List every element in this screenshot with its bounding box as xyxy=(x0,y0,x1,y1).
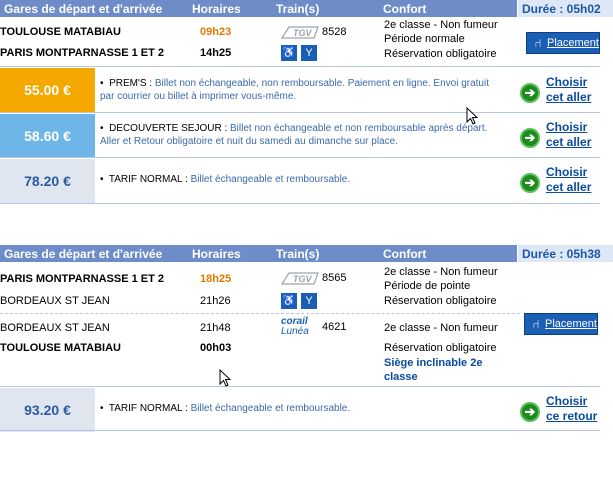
seat-icon: ⑁ xyxy=(534,36,542,50)
outbound-arrival-station: PARIS MONTPARNASSE 1 ET 2 xyxy=(0,47,165,59)
tgv-logo-icon xyxy=(281,26,319,39)
outbound-departure-time: 09h23 xyxy=(200,26,232,38)
header-trains: Train(s) xyxy=(276,247,320,261)
fare-description-decouverte: • DECOUVERTE SEJOUR : Billet non échangeable et non remboursable après départ. Aller et Retour obligatoire et nuit du samedi au dimanche sur place. xyxy=(100,123,488,147)
return-leg1-departure-station: PARIS MONTPARNASSE 1 ET 2 xyxy=(0,273,165,285)
fare-desc: Billet non échangeable, non remboursable. Paiement en ligne. Envoi gratuit par courrier ou billet à imprimer vous-même. xyxy=(100,78,489,102)
wheelchair-icon: ♿ xyxy=(282,295,296,307)
return-leg2-comfort-extra: Siège inclinable 2e classe xyxy=(384,357,483,383)
fare-name: PREM'S : xyxy=(109,78,153,89)
outbound-arrival-time: 14h25 xyxy=(200,47,232,59)
return-leg1-comfort-line-2: Période de pointe xyxy=(384,280,471,292)
choose-label: Choisir cet aller xyxy=(546,120,592,149)
return-leg2-arrival-time: 00h03 xyxy=(200,342,232,354)
return-leg1-arrival-time: 21h26 xyxy=(200,295,231,307)
mouse-cursor-icon xyxy=(466,107,478,125)
outbound-placement-button[interactable] xyxy=(526,32,600,54)
tgv-logo-icon xyxy=(281,272,319,285)
corail-lunea-logo-icon: corail Lunéa xyxy=(281,316,309,337)
svg-text:TGV: TGV xyxy=(293,274,312,284)
fare-desc: Billet échangeable et remboursable. xyxy=(190,403,351,414)
choose-label: Choisir cet aller xyxy=(546,75,592,104)
return-duration-cell xyxy=(518,245,613,262)
header-trains: Train(s) xyxy=(276,2,320,16)
header-stations: Gares de départ et d'arrivée xyxy=(4,2,163,16)
return-leg1-comfort-line-3: Réservation obligatoire xyxy=(384,295,497,307)
outbound-comfort-line-1: 2e classe - Non fumeur xyxy=(384,19,498,31)
return-placement-button[interactable] xyxy=(524,313,598,335)
fare-desc: Billet non échangeable et non remboursable après départ. Aller et Retour obligatoire et nuit du samedi au dimanche sur place. xyxy=(100,123,488,147)
fare-price-decouverte: 58.60 € xyxy=(0,114,95,158)
fare-name: DECOUVERTE SEJOUR : xyxy=(109,123,228,134)
divider xyxy=(0,386,600,387)
seat-icon: ⑁ xyxy=(532,317,540,331)
leg-divider xyxy=(0,313,520,314)
fare-price-normal: 78.20 € xyxy=(0,159,95,203)
choose-label: Choisir cet aller xyxy=(546,165,592,194)
outbound-header-bar xyxy=(0,0,517,17)
divider xyxy=(0,203,600,204)
divider xyxy=(0,157,600,158)
return-duration: Durée : 05h38 xyxy=(522,247,601,261)
header-times: Horaires xyxy=(192,247,241,261)
fare-price-return-normal: 93.20 € xyxy=(0,388,95,432)
return-leg2-departure-station: BORDEAUX ST JEAN xyxy=(0,322,110,334)
outbound-departure-station: TOULOUSE MATABIAU xyxy=(0,26,121,38)
svg-text:TGV: TGV xyxy=(293,28,312,38)
return-leg2-comfort-line-1: 2e classe - Non fumeur xyxy=(384,322,498,334)
wheelchair-icon: ♿ xyxy=(282,47,296,59)
green-arrow-icon: ➔ xyxy=(520,128,540,148)
fare-description-normal: • TARIF NORMAL : Billet échangeable et remboursable. xyxy=(100,174,351,185)
placement-label: Placement xyxy=(547,37,599,49)
fare-description-prems: • PREM'S : Billet non échangeable, non remboursable. Paiement en ligne. Envoi gratuit par courrier ou billet à imprimer vous-même. xyxy=(100,78,489,102)
return-leg2-arrival-station: TOULOUSE MATABIAU xyxy=(0,342,121,354)
divider xyxy=(0,112,600,113)
fare-description-return-normal: • TARIF NORMAL : Billet échangeable et remboursable. xyxy=(100,403,351,414)
bar-cocktail-icon: Y xyxy=(301,293,317,309)
return-leg2-train-number: 4621 xyxy=(322,321,347,333)
return-leg2-comfort-line-2: Réservation obligatoire xyxy=(384,342,497,354)
placement-label: Placement xyxy=(545,318,597,330)
header-comfort: Confort xyxy=(383,2,427,16)
green-arrow-icon: ➔ xyxy=(520,83,540,103)
green-arrow-icon: ➔ xyxy=(520,173,540,193)
return-header-bar xyxy=(0,245,517,262)
header-times: Horaires xyxy=(192,2,241,16)
header-comfort: Confort xyxy=(383,247,427,261)
return-leg1-departure-time: 18h25 xyxy=(200,273,232,285)
bar-cocktail-icon: Y xyxy=(301,45,317,61)
fare-desc: Billet échangeable et remboursable. xyxy=(190,174,351,185)
mouse-cursor-icon xyxy=(219,369,231,387)
fare-price-prems: 55.00 € xyxy=(0,68,95,112)
divider xyxy=(0,66,600,67)
outbound-comfort-line-3: Réservation obligatoire xyxy=(384,48,497,60)
fare-name: TARIF NORMAL : xyxy=(108,174,188,185)
outbound-duration: Durée : 05h02 xyxy=(522,2,601,16)
header-stations: Gares de départ et d'arrivée xyxy=(4,247,163,261)
outbound-comfort-line-2: Période normale xyxy=(384,33,465,45)
return-leg1-arrival-station: BORDEAUX ST JEAN xyxy=(0,295,110,307)
choose-label: Choisir ce retour xyxy=(546,394,598,423)
return-leg1-comfort-line-1: 2e classe - Non fumeur xyxy=(384,266,498,278)
return-leg1-train-number: 8565 xyxy=(322,272,347,284)
green-arrow-icon: ➔ xyxy=(520,402,540,422)
divider xyxy=(0,430,600,431)
return-leg2-departure-time: 21h48 xyxy=(200,322,231,334)
outbound-duration-cell xyxy=(518,0,613,17)
outbound-train-number: 8528 xyxy=(322,26,347,38)
fare-name: TARIF NORMAL : xyxy=(108,403,188,414)
